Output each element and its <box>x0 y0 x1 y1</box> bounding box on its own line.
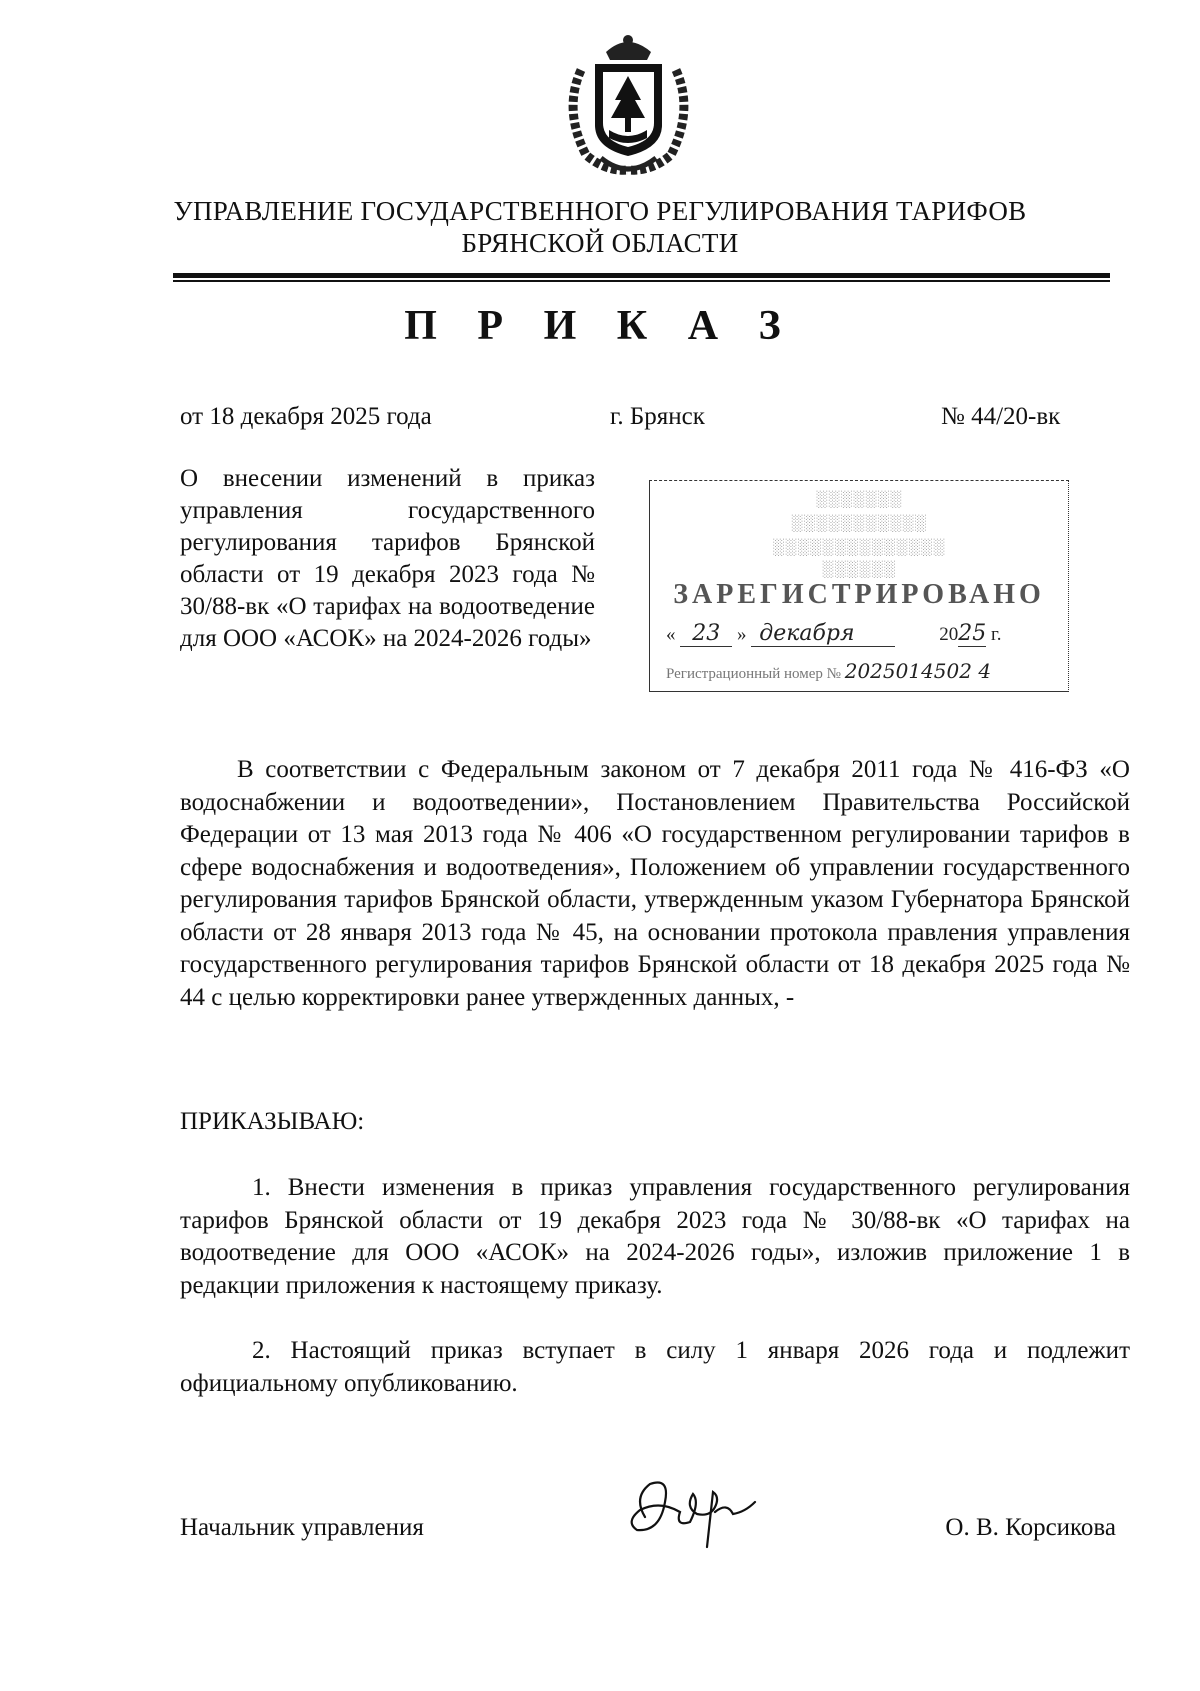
stamp-faded-line: ░░░░░░░ <box>815 491 903 508</box>
header-rule-thin <box>173 280 1110 282</box>
stamp-faded-line: ░░░░░░░░░░░░░░ <box>772 539 946 556</box>
stamp-status: ЗАРЕГИСТРИРОВАНО <box>673 579 1045 610</box>
order-item-2: 2. Настоящий приказ вступает в силу 1 января 2026 года и подлежит официальному опубликованию. <box>180 1337 1130 1397</box>
stamp-date-month: декабря <box>751 621 894 647</box>
org-name-line2: БРЯНСКОЙ ОБЛАСТИ <box>461 228 739 258</box>
stamp-date-suffix: г. <box>991 624 1002 645</box>
signer-name: О. В. Корсикова <box>945 1514 1116 1541</box>
stamp-date-year-prefix: 20 <box>939 624 959 645</box>
registration-stamp <box>649 480 1069 692</box>
handwritten-signature <box>615 1472 775 1552</box>
stamp-date-open: « <box>666 624 676 645</box>
stamp-date-year: 25 <box>958 621 987 646</box>
coat-of-arms-icon <box>561 30 696 178</box>
stamp-faded-line: ░░░░░░ <box>821 561 896 578</box>
stamp-date <box>666 621 1058 646</box>
stamp-registration <box>666 659 1058 683</box>
document-date: от 18 декабря 2025 года <box>180 403 432 430</box>
stamp-date-mid: » <box>737 624 747 645</box>
preamble-paragraph: В соответствии с Федеральным законом от 7 декабря 2011 года № 416-ФЗ «О водоснабжении и водоотведении», Постановлением Правительства Российской Федерации от 13 мая 2013 года № 406 «О государственном регулировании тарифов в сфере водоснабжения и водоотведения», Положением об управлении государственного регулирования тарифов Брянской области, утвержденным указом Губернатора Брянской области от 28 января 2013 года № 45, на основании протокола правления управления государственного регулирования тарифов Брянской области от 18 декабря 2025 года № 44 с целью корректировки ранее утвержденных данных, - <box>180 756 1130 1011</box>
signer-title: Начальник управления <box>180 1514 424 1541</box>
document-number: № 44/20-вк <box>941 403 1061 430</box>
stamp-faded-line: ░░░░░░░░░░░ <box>791 515 927 532</box>
document-type-title: П Р И К А З <box>404 303 796 349</box>
document-city: г. Брянск <box>610 403 705 430</box>
order-item-1: 1. Внести изменения в приказ управления государственного регулирования тарифов Брянской области от 19 декабря 2023 года № 30/88-вк «О тарифах на водоотведение для ООО «АСОК» на 2024-2026 годы», изложив приложение 1 в редакции приложения к настоящему приказу. <box>180 1174 1130 1299</box>
stamp-reg-label: Регистрационный номер № <box>666 666 841 682</box>
order-word: ПРИКАЗЫВАЮ: <box>180 1108 365 1135</box>
stamp-date-day: 23 <box>680 621 732 647</box>
document-subject: О внесении изменений в приказ управления государственного регулирования тарифов Брянской области от 19 декабря 2023 года № 30/88-вк «О тарифах на водоотведение для ООО «АСОК» на 2024-2026 годы» <box>180 465 595 652</box>
org-name-line1: УПРАВЛЕНИЕ ГОСУДАРСТВЕННОГО РЕГУЛИРОВАНИЯ ТАРИФОВ <box>173 196 1027 226</box>
header-rule-thick <box>173 273 1110 278</box>
stamp-reg-number: 2025014502 4 <box>844 659 992 683</box>
